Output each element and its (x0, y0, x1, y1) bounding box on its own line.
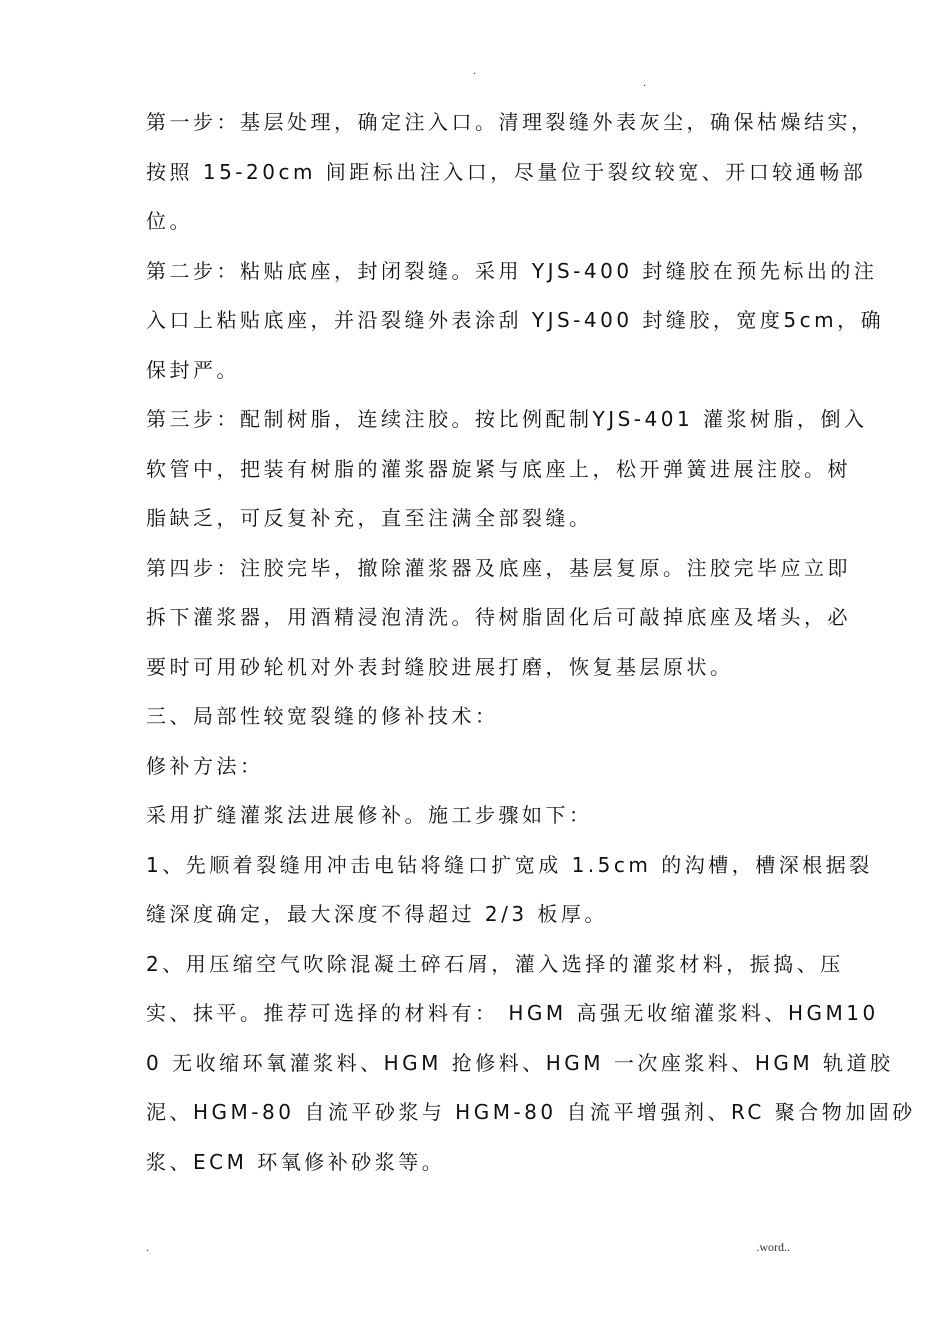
subsection-heading: 修补方法： (146, 753, 264, 778)
text-line: 0 无收缩环氧灌浆料、HGM 抢修料、HGM 一次座浆料、HGM 轨道胶 (146, 1050, 894, 1075)
header-dot-right: . (643, 75, 646, 89)
text-line: 2、用压缩空气吹除混凝土碎石屑，灌入选择的灌浆材料，振捣、压 (146, 951, 844, 976)
footer-dot: . (146, 1240, 149, 1254)
text-line: 要时可用砂轮机对外表封缝胶进展打磨，恢复基层原状。 (146, 654, 734, 679)
document-body (146, 98, 916, 1187)
text-line: 入口上粘贴底座，并沿裂缝外表涂刮 YJS-400 封缝胶，宽度5cm，确 (146, 308, 885, 332)
text-line: 泥、HGM-80 自流平砂浆与 HGM-80 自流平增强剂、RC 聚合物加固砂 (146, 1100, 916, 1124)
text-line: 按照 15-20cm 间距标出注入口，尽量位于裂纹较宽、开口较通畅部 (146, 159, 867, 184)
footer-word-mark: .word.. (756, 1240, 790, 1254)
text-line: 软管中，把装有树脂的灌浆器旋紧与底座上，松开弹簧进展注胶。树 (146, 456, 851, 481)
text-line: 位。 (146, 209, 193, 233)
section-heading: 三、局部性较宽裂缝的修补技术： (146, 704, 499, 728)
text-line: 第三步：配制树脂，连续注胶。按比例配制YJS-401 灌浆树脂，倒入 (146, 407, 868, 431)
text-line: 第二步：粘贴底座，封闭裂缝。采用 YJS-400 封缝胶在预先标出的注 (146, 258, 878, 283)
text-line: 1、先顺着裂缝用冲击电钻将缝口扩宽成 1.5cm 的沟槽，槽深根据裂 (146, 852, 873, 877)
text-line: 脂缺乏，可反复补充，直至注满全部裂缝。 (146, 506, 593, 530)
text-line: 第四步：注胶完毕，撤除灌浆器及底座，基层复原。注胶完毕应立即 (146, 555, 851, 580)
text-line: 采用扩缝灌浆法进展修补。施工步骤如下： (146, 803, 593, 827)
text-line: 第一步：基层处理，确定注入口。清理裂缝外表灰尘，确保枯燥结实， (146, 110, 875, 134)
text-line: 实、抹平。推荐可选择的材料有： HGM 高强无收缩灌浆料、HGM10 (146, 1001, 879, 1025)
text-line: 缝深度确定，最大深度不得超过 2/3 板厚。 (146, 902, 608, 926)
text-line: 保封严。 (146, 357, 240, 382)
header-dot-center: . (473, 63, 476, 77)
text-line: 拆下灌浆器，用酒精浸泡清洗。待树脂固化后可敲掉底座及堵头，必 (146, 605, 851, 629)
text-line: 浆、ECM 环氧修补砂浆等。 (146, 1149, 446, 1174)
